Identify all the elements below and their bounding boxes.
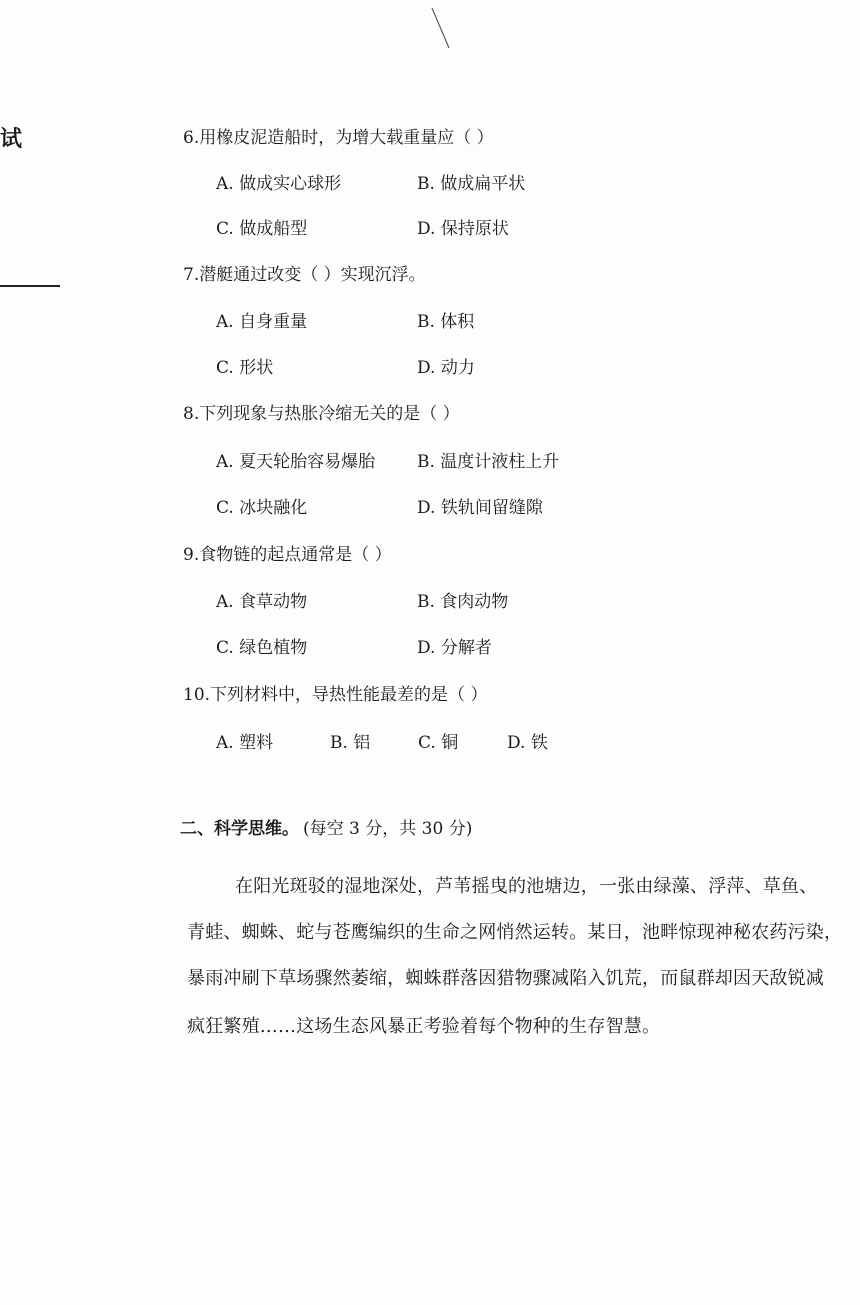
q8-option-a[interactable]: A. 夏天轮胎容易爆胎 (216, 452, 376, 472)
q10-option-d[interactable]: D. 铁 (507, 733, 548, 753)
q10-option-b[interactable]: B. 铝 (330, 733, 371, 753)
section-2-scoring: (每空 3 分，共 30 分) (303, 819, 473, 839)
passage-line-2: 青蛙、蜘蛛、蛇与苍鹰编织的生命之网悄然运转。某日，池畔惊现神秘农药污染， (187, 922, 843, 943)
question-10-prompt: 10.下列材料中，导热性能最差的是（ ） (183, 685, 488, 705)
question-7-prompt: 7.潜艇通过改变（ ）实现沉浮。 (183, 265, 426, 285)
q10-option-a[interactable]: A. 塑料 (216, 733, 274, 753)
passage-line-4: 疯狂繁殖……这场生态风暴正考验着每个物种的生存智慧。 (187, 1016, 661, 1037)
question-9-prompt: 9.食物链的起点通常是（ ） (183, 545, 392, 565)
q9-option-c[interactable]: C. 绿色植物 (216, 638, 308, 658)
section-2-heading: 二、科学思维。 (180, 819, 299, 839)
q9-option-d[interactable]: D. 分解者 (417, 638, 492, 658)
question-6-prompt: 6.用橡皮泥造船时，为增大载重量应（ ） (183, 128, 494, 148)
q8-option-c[interactable]: C. 冰块融化 (216, 498, 308, 518)
question-8-prompt: 8.下列现象与热胀冷缩无关的是（ ） (183, 404, 460, 424)
q8-option-d[interactable]: D. 铁轨间留缝隙 (417, 498, 543, 518)
passage-line-1: 在阳光斑驳的湿地深处，芦苇摇曳的池塘边，一张由绿藻、浮萍、草鱼、 (235, 876, 818, 897)
q9-option-b[interactable]: B. 食肉动物 (417, 592, 509, 612)
q9-option-a[interactable]: A. 食草动物 (216, 592, 308, 612)
q6-option-d[interactable]: D. 保持原状 (417, 219, 509, 239)
q7-option-d[interactable]: D. 动力 (417, 358, 475, 378)
q7-option-b[interactable]: B. 体积 (417, 312, 475, 332)
margin-cut-char: 试 (0, 126, 23, 152)
q7-option-c[interactable]: C. 形状 (216, 358, 274, 378)
margin-rule (0, 285, 60, 287)
q6-option-b[interactable]: B. 做成扁平状 (417, 174, 526, 194)
passage-line-3: 暴雨冲刷下草场骤然萎缩，蜘蛛群落因猎物骤减陷入饥荒，而鼠群却因天敌锐减 (187, 968, 824, 989)
q6-option-a[interactable]: A. 做成实心球形 (216, 174, 342, 194)
q7-option-a[interactable]: A. 自身重量 (216, 312, 308, 332)
q8-option-b[interactable]: B. 温度计液柱上升 (417, 452, 560, 472)
q10-option-c[interactable]: C. 铜 (418, 733, 459, 753)
q6-option-c[interactable]: C. 做成船型 (216, 219, 308, 239)
scan-scratch-mark (0, 0, 860, 60)
